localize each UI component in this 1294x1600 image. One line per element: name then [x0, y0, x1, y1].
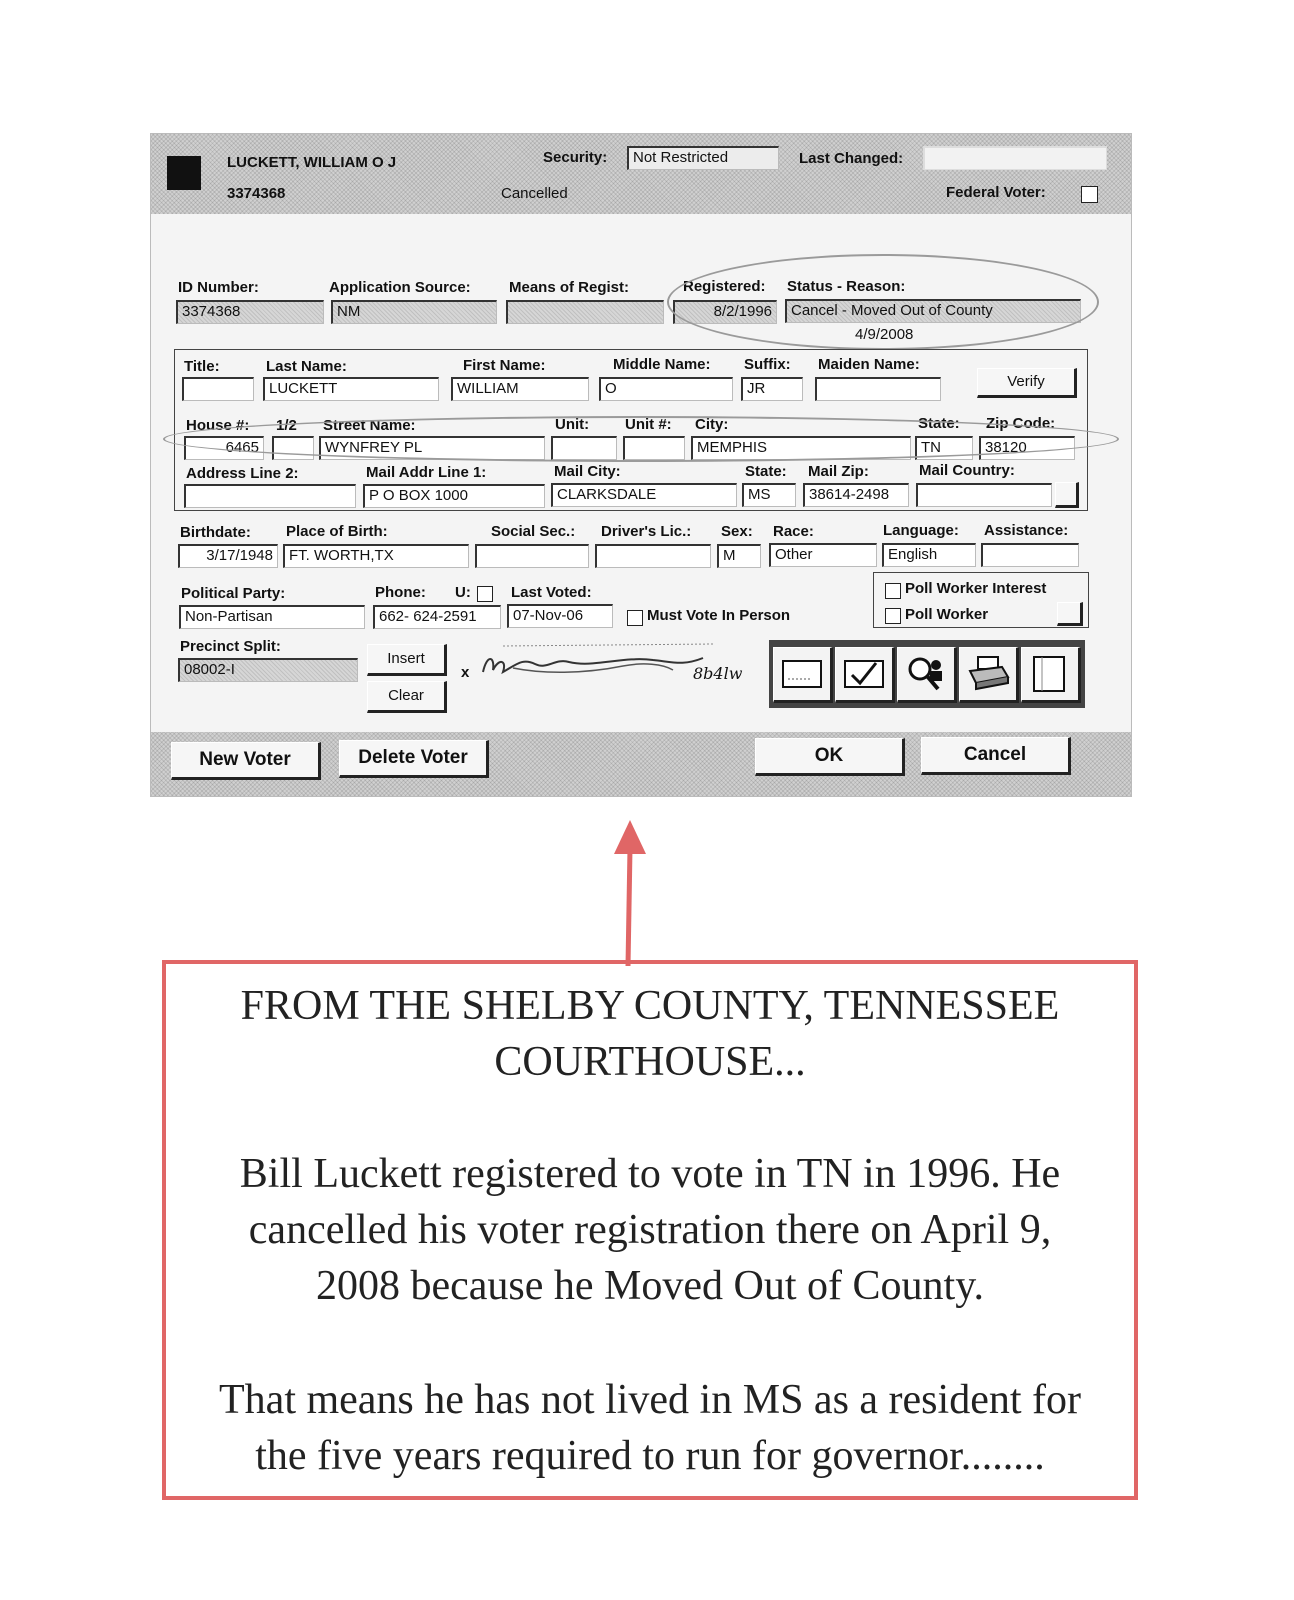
unit-number-label: Unit #: [625, 416, 672, 433]
zip-code-field[interactable]: 38120 [979, 436, 1075, 460]
new-voter-button[interactable]: New Voter [171, 742, 321, 780]
mail-zip-field[interactable]: 38614-2498 [803, 483, 909, 507]
signature-x: x [461, 664, 470, 681]
house-number-label: House #: [186, 417, 250, 434]
security-field[interactable]: Not Restricted [627, 146, 779, 170]
clear-button[interactable]: Clear [367, 681, 447, 713]
must-vote-checkbox[interactable] [627, 610, 643, 626]
mail-country-label: Mail Country: [919, 462, 1015, 479]
federal-voter-checkbox[interactable] [1081, 186, 1098, 203]
mail-state-label: State: [745, 463, 787, 480]
application-source-field[interactable]: NM [331, 300, 497, 324]
zip-code-label: Zip Code: [986, 415, 1056, 432]
caption-para2-line1: That means he has not lived in MS as a resident for [219, 1377, 1081, 1423]
up-arrow-icon [610, 818, 650, 968]
highlight-ellipse-address [163, 416, 1119, 462]
address-line2-field[interactable] [184, 484, 356, 508]
caption-para1-line3: 2008 because he Moved Out of County. [316, 1263, 984, 1309]
last-name-field[interactable]: LUCKETT [263, 377, 439, 401]
place-of-birth-field[interactable]: FT. WORTH,TX [283, 544, 469, 568]
caption-para1-line1: Bill Luckett registered to vote in TN in 1996. He [239, 1151, 1061, 1197]
insert-button[interactable]: Insert [367, 644, 447, 676]
street-name-field[interactable]: WYNFREY PL [319, 436, 545, 460]
mail-city-label: Mail City: [554, 463, 621, 480]
precinct-split-label: Precinct Split: [180, 638, 281, 655]
caption-para2-line2: the five years required to run for governor........ [255, 1433, 1045, 1479]
id-number-label: ID Number: [178, 279, 259, 296]
state-field[interactable]: TN [915, 436, 973, 460]
window-icon [167, 156, 201, 190]
maiden-name-field[interactable] [815, 377, 941, 401]
phone-field[interactable]: 662- 624-2591 [373, 605, 501, 629]
mail-state-field[interactable]: MS [742, 483, 796, 507]
status-reason-field[interactable]: Cancel - Moved Out of County [785, 299, 1081, 323]
maiden-name-label: Maiden Name: [818, 356, 920, 373]
cancel-button[interactable]: Cancel [921, 737, 1071, 775]
city-field[interactable]: MEMPHIS [691, 436, 911, 460]
ok-button[interactable]: OK [755, 738, 905, 776]
check-icon [842, 653, 886, 693]
poll-worker-interest-label: Poll Worker Interest [905, 580, 1047, 597]
application-source-label: Application Source: [329, 279, 471, 296]
verify-button[interactable]: Verify [977, 368, 1077, 398]
mail-addr-line1-field[interactable]: P O BOX 1000 [363, 484, 545, 508]
street-name-label: Street Name: [323, 417, 416, 434]
last-name-label: Last Name: [266, 358, 347, 375]
address-line2-label: Address Line 2: [186, 465, 299, 482]
first-name-field[interactable]: WILLIAM [451, 377, 589, 401]
u-checkbox[interactable] [477, 586, 493, 602]
middle-name-field[interactable]: O [599, 377, 733, 401]
voter-record-window [150, 133, 1132, 797]
phone-label: Phone: [375, 584, 426, 601]
birthdate-label: Birthdate: [180, 524, 251, 541]
must-vote-label: Must Vote In Person [647, 607, 791, 624]
means-of-regist-field[interactable] [506, 300, 664, 324]
political-party-label: Political Party: [181, 585, 286, 602]
mail-city-field[interactable]: CLARKSDALE [551, 483, 737, 507]
last-voted-label: Last Voted: [511, 584, 592, 601]
unit-label: Unit: [555, 416, 590, 433]
poll-worker-checkbox[interactable] [885, 608, 901, 624]
house-number-field[interactable]: 6465 [184, 436, 264, 460]
drivers-lic-label: Driver's Lic.: [601, 523, 692, 540]
last-changed-field [923, 146, 1107, 170]
mail-zip-label: Mail Zip: [808, 463, 869, 480]
card-icon-button[interactable] [773, 647, 833, 703]
first-name-label: First Name: [463, 357, 546, 374]
highlight-ellipse-status [667, 254, 1099, 350]
precinct-split-field[interactable]: 08002-I [178, 658, 358, 682]
assistance-label: Assistance: [984, 522, 1069, 539]
last-changed-label: Last Changed: [799, 150, 904, 167]
card-icon [780, 653, 824, 693]
caption-heading-line1: FROM THE SHELBY COUNTY, TENNESSEE [240, 983, 1060, 1029]
security-label: Security: [543, 149, 608, 166]
place-of-birth-label: Place of Birth: [286, 523, 388, 540]
social-sec-field[interactable] [475, 544, 589, 568]
caption-heading-line2: COURTHOUSE... [494, 1039, 806, 1085]
state-label: State: [918, 415, 960, 432]
record-status: Cancelled [501, 185, 568, 202]
voter-number: 3374368 [227, 185, 286, 202]
mail-country-dropdown[interactable] [1055, 482, 1079, 508]
sex-label: Sex: [721, 523, 753, 540]
sex-field[interactable]: M [717, 544, 761, 568]
title-field[interactable] [182, 377, 254, 401]
u-label: U: [455, 584, 471, 601]
search-person-icon [904, 653, 948, 693]
title-label: Title: [184, 358, 220, 375]
caption-para1-line2: cancelled his voter registration there on April 9, [248, 1207, 1052, 1253]
race-label: Race: [773, 523, 814, 540]
status-date: 4/9/2008 [855, 326, 914, 343]
poll-worker-scroll-button[interactable] [1057, 602, 1083, 626]
registered-field[interactable]: 8/2/1996 [673, 300, 777, 324]
federal-voter-label: Federal Voter: [946, 184, 1046, 201]
half-label: 1/2 [276, 417, 297, 434]
printer-icon [966, 653, 1010, 693]
printer-icon-button[interactable] [959, 647, 1019, 703]
poll-worker-label: Poll Worker [905, 606, 989, 623]
mail-addr-line1-label: Mail Addr Line 1: [366, 464, 487, 481]
political-party-field[interactable]: Non-Partisan [179, 605, 365, 629]
middle-name-label: Middle Name: [613, 356, 711, 373]
race-field[interactable]: Other [769, 543, 877, 567]
suffix-field[interactable]: JR [741, 377, 803, 401]
signature-date: 8b4lw [693, 664, 743, 683]
language-label: Language: [883, 522, 959, 539]
id-number-field[interactable]: 3374368 [176, 300, 324, 324]
voter-name: LUCKETT, WILLIAM O J [227, 154, 397, 171]
city-label: City: [695, 416, 729, 433]
caption-box [162, 960, 1138, 1500]
blank-page-icon [1028, 653, 1072, 693]
button-bar [151, 732, 1131, 796]
suffix-label: Suffix: [744, 356, 791, 373]
drivers-lic-field[interactable] [595, 544, 711, 568]
status-reason-label: Status - Reason: [787, 278, 906, 295]
delete-voter-button[interactable]: Delete Voter [339, 740, 489, 778]
blank-page-icon-button[interactable] [1021, 647, 1081, 703]
last-voted-field[interactable]: 07-Nov-06 [507, 604, 613, 628]
birthdate-field[interactable]: 3/17/1948 [178, 544, 278, 568]
window-header [151, 134, 1131, 214]
check-icon-button[interactable] [835, 647, 895, 703]
mail-country-field[interactable] [916, 483, 1052, 507]
registered-label: Registered: [683, 278, 766, 295]
means-of-regist-label: Means of Regist: [509, 279, 630, 296]
search-person-icon-button[interactable] [897, 647, 957, 703]
poll-worker-interest-checkbox[interactable] [885, 583, 901, 599]
assistance-field[interactable] [981, 543, 1079, 567]
icon-toolbar [769, 640, 1085, 708]
language-field[interactable]: English [882, 543, 976, 567]
social-sec-label: Social Sec.: [491, 523, 576, 540]
